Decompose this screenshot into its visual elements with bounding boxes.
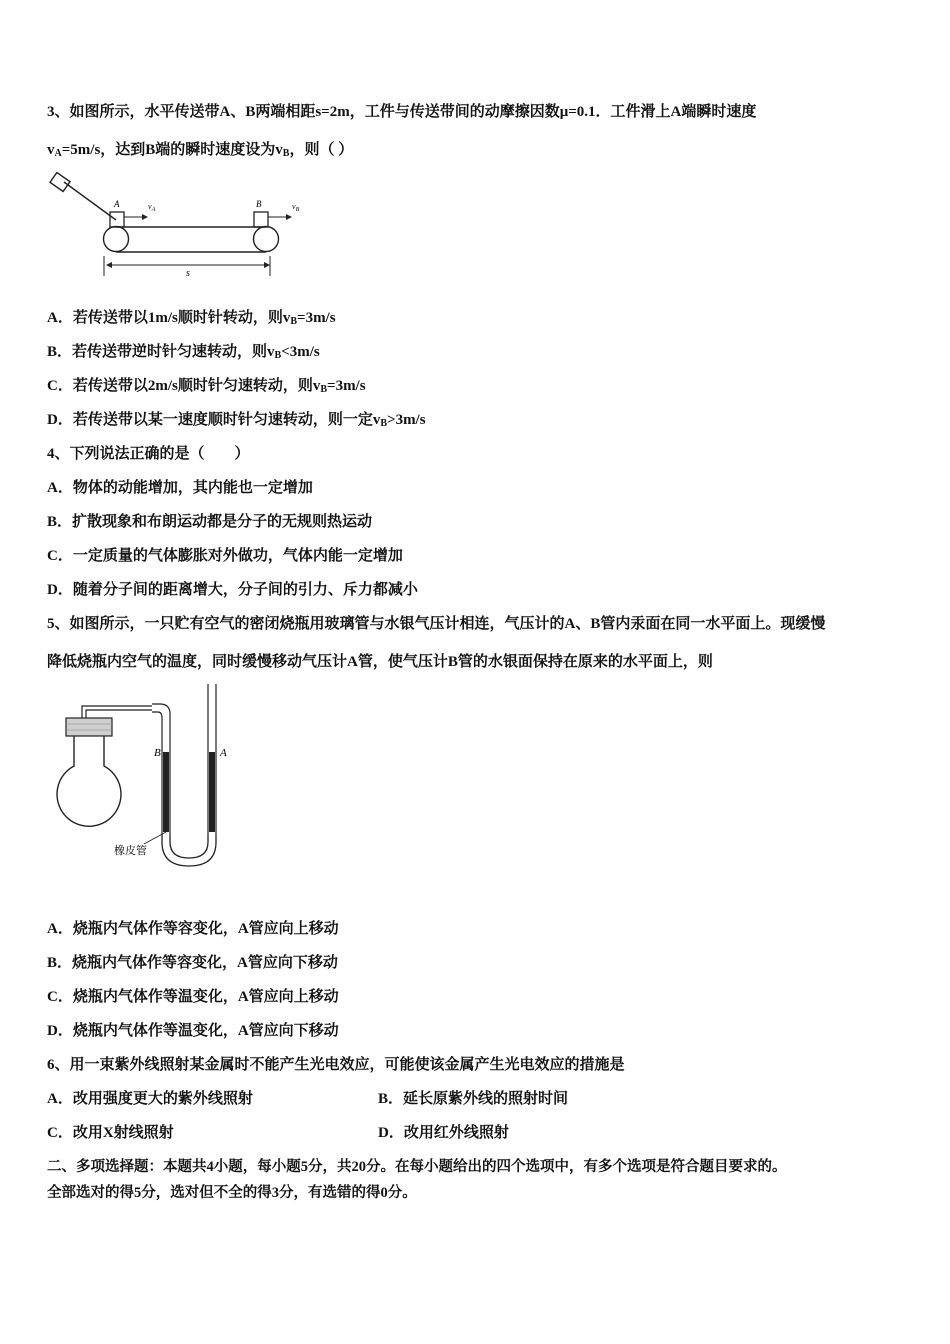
q6-option-d: D．改用红外线照射: [378, 1125, 509, 1141]
q3-option-a: [47, 308, 336, 332]
q5-flask-manometer-figure: [44, 684, 244, 874]
q3-option-b-sub: B: [274, 350, 282, 361]
section2-heading-line1: 二、多项选择题：本题共4小题，每小题5分，共20分。在每小题给出的四个选项中，有多个选项是符合题目要求的。: [47, 1159, 787, 1175]
q5-stem-line2: 降低烧瓶内空气的温度，同时缓慢移动气压计A管，使气压计B管的水银面保持在原来的水平面上，则: [47, 654, 713, 670]
q6-option-b: B．延长原紫外线的照射时间: [378, 1091, 569, 1107]
q3-stem-line2: [47, 140, 353, 164]
q3-option-c-post: =3m/s: [327, 378, 366, 394]
q4-option-d: D．随着分子间的距离增大，分子间的引力、斥力都减小: [47, 582, 418, 598]
q3-option-c-text: C．若传送带以2m/s顺时针匀速转动，则v: [47, 378, 321, 394]
q3-option-c: [47, 376, 366, 400]
q4-option-c: C．一定质量的气体膨胀对外做功，气体内能一定增加: [47, 548, 403, 564]
q3-option-b-text: B．若传送带逆时针匀速转动，则v: [47, 344, 275, 360]
q4-option-b: B．扩散现象和布朗运动都是分子的无规则热运动: [47, 514, 373, 530]
q5-option-b: B．烧瓶内气体作等容变化，A管应向下移动: [47, 955, 338, 971]
q5-option-a: A．烧瓶内气体作等容变化，A管应向上移动: [47, 921, 339, 937]
q5-stem-line1: 5、如图所示，一只贮有空气的密闭烧瓶用玻璃管与水银气压计相连，气压计的A、B管内汞面在同一水平面上。现缓慢: [47, 616, 826, 632]
q3-va-symbol: v: [47, 142, 55, 158]
q4-option-a: A．物体的动能增加，其内能也一定增加: [47, 480, 313, 496]
q3-option-d-post: >3m/s: [387, 412, 426, 428]
q3-option-a-text: A．若传送带以1m/s顺时针转动，则v: [47, 310, 291, 326]
q5-option-d: D．烧瓶内气体作等温变化，A管应向下移动: [47, 1023, 339, 1039]
q4-stem: 4、下列说法正确的是（ ）: [47, 446, 250, 462]
q6-option-c: C．改用X射线照射: [47, 1125, 174, 1141]
q3-stem-line1: 3、如图所示，水平传送带A、B两端相距s=2m，工件与传送带间的动摩擦因数μ=0.1．工件滑上A端瞬时速度: [47, 104, 757, 120]
q6-stem: 6、用一束紫外线照射某金属时不能产生光电效应，可能使该金属产生光电效应的措施是: [47, 1057, 625, 1073]
q3-stem-end: ，则（ ）: [289, 142, 354, 158]
q3-option-a-sub: B: [290, 316, 298, 327]
q3-vb-sub: B: [282, 148, 290, 159]
q5-fig-label-A: A: [220, 747, 227, 759]
q3-option-d: [47, 410, 426, 434]
q5-fig-label-tube: 橡皮管: [114, 844, 147, 857]
q3-va-sub: A: [54, 148, 62, 159]
section2-heading-line2: 全部选对的得5分，选对但不全的得3分，有选错的得0分。: [47, 1185, 417, 1201]
q5-option-c: C．烧瓶内气体作等温变化，A管应向上移动: [47, 989, 339, 1005]
q3-fig-label-vB-sub: B: [295, 207, 300, 213]
q3-fig-label-A: A: [114, 199, 120, 209]
svg-text:vA: [148, 202, 156, 213]
q3-option-d-text: D．若传送带以某一速度顺时针匀速转动，则一定v: [47, 412, 381, 428]
svg-text:vB: [292, 202, 300, 213]
q3-fig-label-vA-sub: A: [151, 207, 156, 213]
q3-fig-label-s: s: [186, 268, 190, 279]
q3-option-c-sub: B: [320, 384, 328, 395]
q3-conveyor-figure: [44, 172, 314, 282]
q6-option-a: A．改用强度更大的紫外线照射: [47, 1091, 253, 1107]
q3-option-b: [47, 342, 320, 366]
q3-option-b-post: <3m/s: [281, 344, 320, 360]
q3-fig-label-B: B: [256, 199, 262, 209]
q3-stem-mid: =5m/s，达到B端的瞬时速度设为v: [61, 142, 283, 158]
q3-fig-label-vA: v: [148, 202, 152, 211]
q3-fig-label-vB: v: [292, 202, 296, 211]
q3-option-a-post: =3m/s: [297, 310, 336, 326]
q5-fig-label-B: B: [154, 747, 161, 759]
q3-option-d-sub: B: [380, 418, 388, 429]
